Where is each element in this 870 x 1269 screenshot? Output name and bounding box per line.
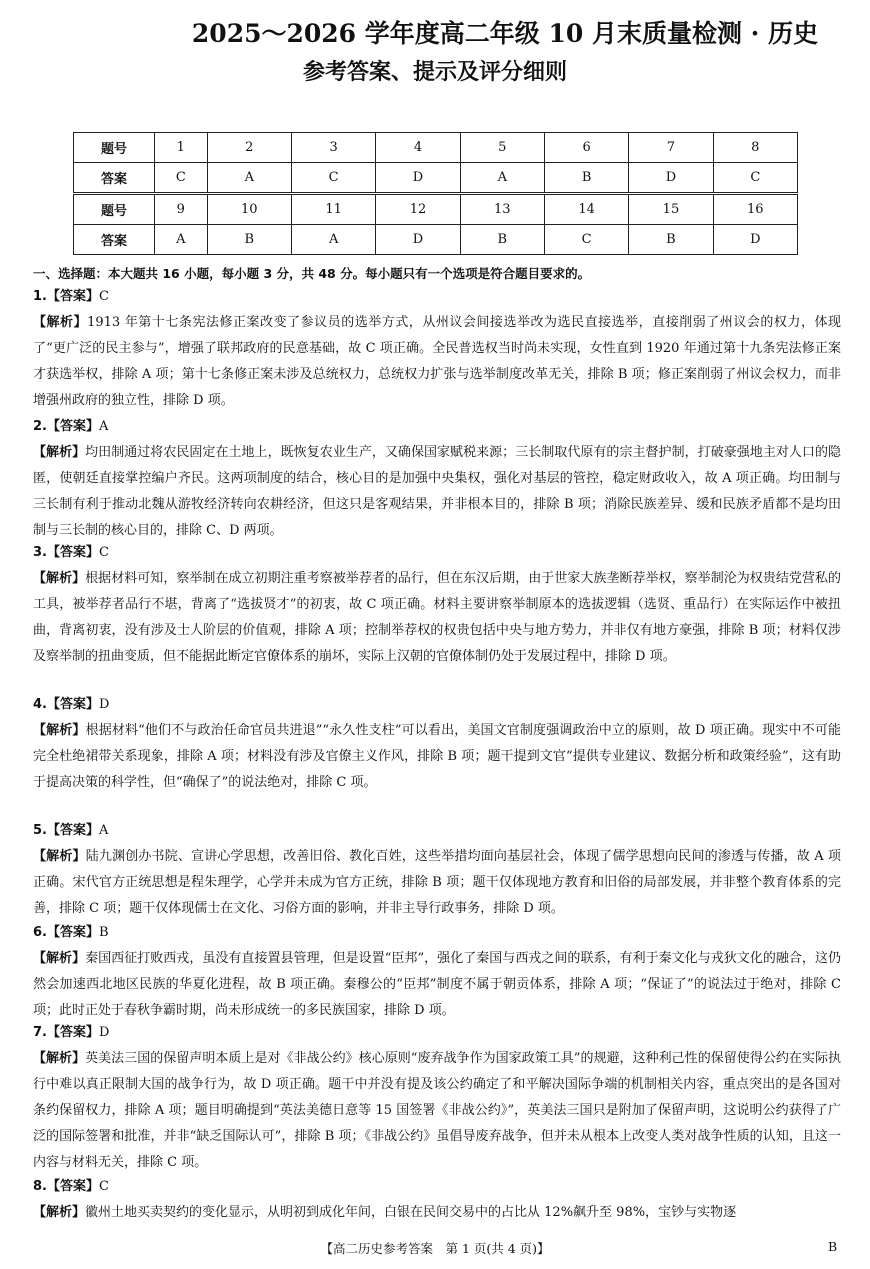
question-block bbox=[33, 920, 841, 1024]
page-title: 2025～2026 学年度高二年级 10 月末质量检测 · 历史 bbox=[191, 19, 819, 48]
row-label-number: 题号 bbox=[74, 194, 155, 225]
answer-label: 【答案】 bbox=[46, 545, 99, 560]
answer-cell: C bbox=[155, 163, 208, 194]
question-number-cell: 15 bbox=[629, 194, 713, 225]
answer-line bbox=[33, 1020, 841, 1046]
answer-label: 【答案】 bbox=[46, 419, 99, 434]
answer-value: C bbox=[99, 1179, 109, 1194]
answer-table bbox=[73, 132, 798, 255]
analysis-label: 【解析】 bbox=[33, 951, 86, 966]
answer-value: D bbox=[99, 1025, 110, 1040]
row-label-answer: 答案 bbox=[74, 163, 155, 194]
answer-cell: C bbox=[544, 225, 628, 255]
question-block bbox=[33, 414, 841, 544]
question-block bbox=[33, 540, 841, 670]
answer-label: 【答案】 bbox=[46, 697, 99, 712]
answer-cell: D bbox=[376, 163, 460, 194]
analysis-label: 【解析】 bbox=[33, 315, 88, 330]
answer-label: 【答案】 bbox=[46, 289, 99, 304]
question-number: 2. bbox=[33, 419, 47, 434]
question-number-cell: 7 bbox=[629, 133, 713, 163]
question-number-cell: 1 bbox=[155, 133, 208, 163]
analysis-text: 【解析】根据材料“他们不与政治任命官员共进退”“永久性支柱”可以看出，美国文官制度强调政治中立的原则，故 D 项正确。现实中不可能完全杜绝裙带关系现象，排除 A 项；材料没有涉及官僚主义作风，排除 B 项；题干提到文官“提供专业建议、数据分析和政策经验”，这有助于提高决策的科学性，但“确保了”的说法绝对，排除 C 项。 bbox=[33, 723, 841, 790]
answer-cell: C bbox=[713, 163, 797, 194]
analysis-text: 【解析】均田制通过将农民固定在土地上，既恢复农业生产，又确保国家赋税来源；三长制取代原有的宗主督护制，打破豪强地主对人口的隐匿，使朝廷直接掌控编户齐民。这两项制度的结合，核心目的是加强中央集权，强化对基层的管控，稳定财政收入，故 A 项正确。均田制与三长制有利于推动北魏从游牧经济转向农耕经济，但这只是客观结果，并非根本目的，排除 B 项；消除民族差异、缓和民族矛盾都不是均田制与三长制的核心目的，排除 C、D 两项。 bbox=[33, 445, 841, 538]
question-block bbox=[33, 692, 841, 796]
analysis-text: 【解析】陆九渊创办书院、宣讲心学思想，改善旧俗、教化百姓，这些举措均面向基层社会，体现了儒学思想向民间的渗透与传播，故 A 项正确。宋代官方正统思想是程朱理学，心学并未成为官方正统，排除 B 项；题干仅体现地方教育和旧俗的局部发展，并非整个教育体系的完善，排除 C 项；题干仅体现儒士在文化、习俗方面的影响，并非主导行政事务，排除 D 项。 bbox=[33, 849, 841, 916]
answer-value: A bbox=[99, 419, 109, 434]
answer-table-answer-row bbox=[74, 225, 798, 255]
answer-cell: A bbox=[207, 163, 291, 194]
question-number: 8. bbox=[33, 1179, 47, 1194]
analysis-label: 【解析】 bbox=[33, 1051, 86, 1066]
answer-table-number-row bbox=[74, 133, 798, 163]
answer-cell: D bbox=[713, 225, 797, 255]
question-number-cell: 10 bbox=[207, 194, 291, 225]
question-number-cell: 11 bbox=[291, 194, 375, 225]
answer-cell: A bbox=[155, 225, 208, 255]
answer-label: 【答案】 bbox=[46, 823, 99, 838]
analysis-label: 【解析】 bbox=[33, 723, 86, 738]
answer-label: 【答案】 bbox=[46, 925, 99, 940]
analysis-text: 【解析】根据材料可知，察举制在成立初期注重考察被举荐者的品行，但在东汉后期，由于世家大族垄断荐举权，察举制沦为权贵结党营私的工具，被举荐者品行不堪，背离了“选拔贤才”的初衷，故 C 项正确。材料主要讲察举制原本的选拔逻辑（选贤、重品行）在实际运作中被扭曲，背离初衷，没有涉及士人阶层的价值观，排除 A 项；控制举荐权的权贵包括中央与地方势力，并非仅有地方豪强，排除 B 项；材料仅涉及察举制的扭曲变质，但不能据此断定官僚体系的崩坏，实际上汉朝的官僚体制仍处于发展过程中，排除 D 项。 bbox=[33, 571, 841, 664]
question-number: 5. bbox=[33, 823, 47, 838]
answer-line bbox=[33, 284, 841, 310]
row-label-number: 题号 bbox=[74, 133, 155, 163]
question-number-cell: 8 bbox=[713, 133, 797, 163]
question-number: 3. bbox=[33, 545, 47, 560]
question-number-cell: 6 bbox=[544, 133, 628, 163]
analysis-label: 【解析】 bbox=[33, 445, 86, 460]
analysis-text: 【解析】徽州土地买卖契约的变化显示，从明初到成化年间，白银在民间交易中的占比从 12%飙升至 98%，宝钞与实物逐 bbox=[33, 1205, 737, 1220]
page-footer: 【高二历史参考答案 第 1 页(共 4 页)】 bbox=[320, 1241, 550, 1256]
question-number-cell: 13 bbox=[460, 194, 544, 225]
page-subtitle: 参考答案、提示及评分细则 bbox=[302, 59, 567, 85]
question-block bbox=[33, 818, 841, 922]
answer-cell: C bbox=[291, 163, 375, 194]
question-number-cell: 16 bbox=[713, 194, 797, 225]
question-number-cell: 9 bbox=[155, 194, 208, 225]
analysis-label: 【解析】 bbox=[33, 849, 86, 864]
question-number-cell: 12 bbox=[376, 194, 460, 225]
question-number: 7. bbox=[33, 1025, 47, 1040]
question-number-cell: 4 bbox=[376, 133, 460, 163]
question-number-cell: 2 bbox=[207, 133, 291, 163]
section-heading: 一、选择题：本大题共 16 小题，每小题 3 分，共 48 分。每小题只有一个选项是符合题目要求的。 bbox=[33, 266, 591, 281]
answer-line bbox=[33, 414, 841, 440]
answer-label: 【答案】 bbox=[46, 1179, 99, 1194]
version-mark: B bbox=[828, 1239, 838, 1254]
answer-line bbox=[33, 920, 841, 946]
answer-table-answer-row bbox=[74, 163, 798, 194]
answer-cell: D bbox=[376, 225, 460, 255]
analysis-text: 【解析】英美法三国的保留声明本质上是对《非战公约》核心原则“废弃战争作为国家政策工具”的规避，这种利己性的保留使得公约在实际执行中难以真正限制大国的战争行为，故 D 项正确。题干中并没有提及该公约确定了和平解决国际争端的机制相关内容，重点突出的是各国对条约保留权力，排除 A 项；题目明确提到“英法美德日意等 15 国签署《非战公约》”，英美法三国只是附加了保留声明，这说明公约获得了广泛的国际签署和批准，并非“缺乏国际认可”，排除 B 项；《非战公约》虽倡导废弃战争，但并未从根本上改变人类对战争性质的认知，且这一内容与材料无关，排除 C 项。 bbox=[33, 1051, 841, 1170]
answer-line bbox=[33, 818, 841, 844]
answer-table-number-row bbox=[74, 194, 798, 225]
answer-value: C bbox=[99, 289, 109, 304]
question-block bbox=[33, 284, 841, 414]
answer-value: C bbox=[99, 545, 109, 560]
answer-cell: D bbox=[629, 163, 713, 194]
answer-cell: A bbox=[291, 225, 375, 255]
answer-value: B bbox=[99, 925, 109, 940]
answer-line bbox=[33, 1174, 841, 1200]
answer-line bbox=[33, 540, 841, 566]
row-label-answer: 答案 bbox=[74, 225, 155, 255]
answer-line bbox=[33, 692, 841, 718]
answer-label: 【答案】 bbox=[46, 1025, 99, 1040]
analysis-text: 【解析】1913 年第十七条宪法修正案改变了参议员的选举方式，从州议会间接选举改为选民直接选举，直接削弱了州议会的权力，体现了“更广泛的民主参与”，增强了联邦政府的民意基础，故 C 项正确。全民普选权当时尚未实现，女性直到 1920 年通过第十九条宪法修正案才获选举权，排除 A 项；第十七条修正案未涉及总统权力，总统权力扩张与选举制度改革无关，排除 B 项；修正案削弱了州议会权力，而非增强州政府的独立性，排除 D 项。 bbox=[33, 315, 841, 408]
analysis-label: 【解析】 bbox=[33, 571, 86, 586]
question-block bbox=[33, 1174, 841, 1226]
answer-cell: B bbox=[207, 225, 291, 255]
analysis-text: 【解析】秦国西征打败西戎，虽没有直接置县管理，但是设置“臣邦”，强化了秦国与西戎之间的联系，有利于秦文化与戎狄文化的融合，这仍然会加速西北地区民族的华夏化进程，故 B 项正确。秦穆公的“臣邦”制度不属于朝贡体系，排除 A 项；“保证了”的说法过于绝对，排除 C 项；此时正处于春秋争霸时期，尚未形成统一的多民族国家，排除 D 项。 bbox=[33, 951, 841, 1018]
question-number: 1. bbox=[33, 289, 47, 304]
question-number: 6. bbox=[33, 925, 47, 940]
question-block bbox=[33, 1020, 841, 1176]
answer-value: A bbox=[99, 823, 109, 838]
answer-cell: B bbox=[629, 225, 713, 255]
answer-cell: B bbox=[460, 225, 544, 255]
analysis-label: 【解析】 bbox=[33, 1205, 86, 1220]
question-number: 4. bbox=[33, 697, 47, 712]
question-number-cell: 3 bbox=[291, 133, 375, 163]
answer-cell: A bbox=[460, 163, 544, 194]
question-number-cell: 5 bbox=[460, 133, 544, 163]
answer-value: D bbox=[99, 697, 110, 712]
question-number-cell: 14 bbox=[544, 194, 628, 225]
answer-cell: B bbox=[544, 163, 628, 194]
